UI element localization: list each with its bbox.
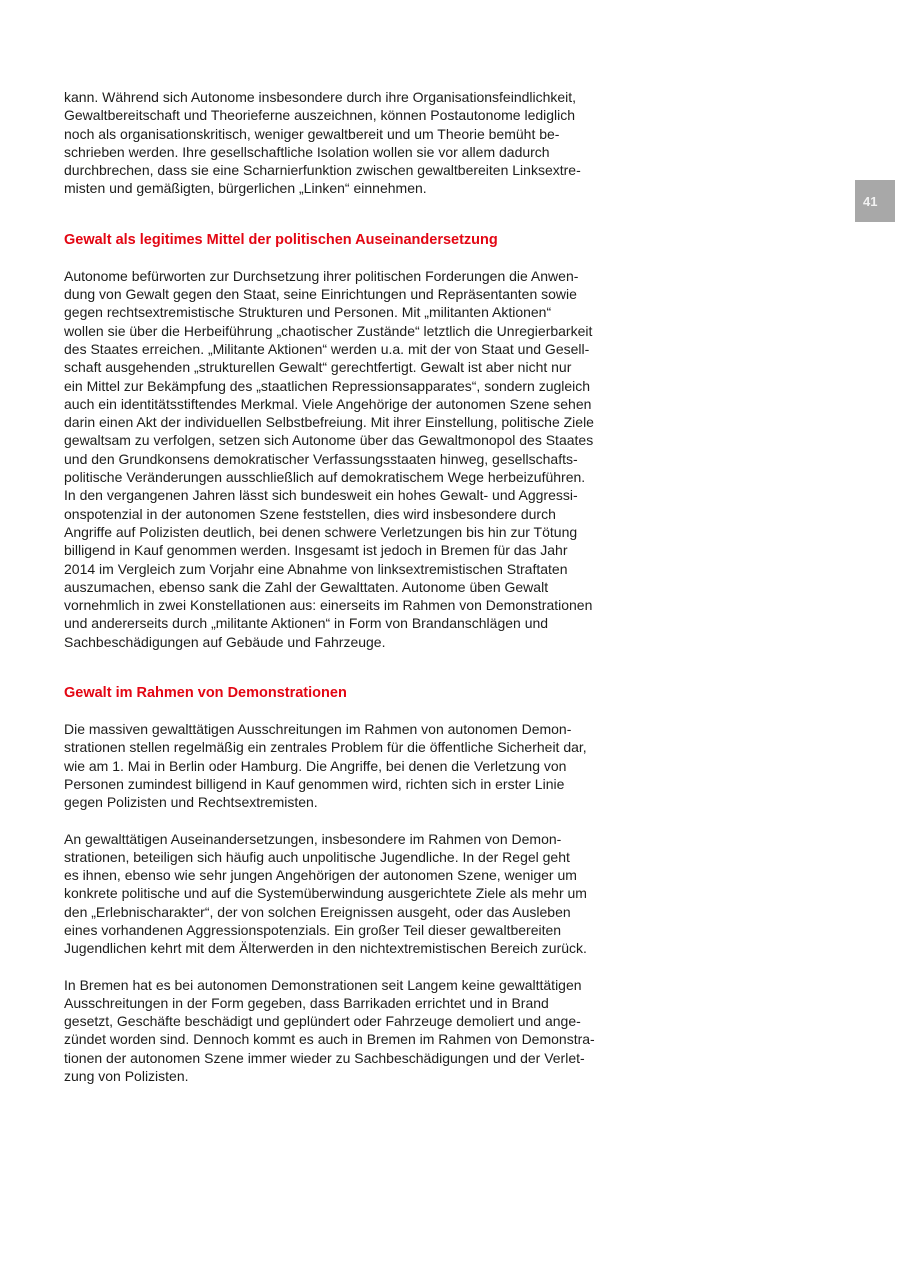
text-line: Sachbeschädigungen auf Gebäude und Fahrzeuge.: [64, 633, 386, 650]
text-line: Jugendlichen kehrt mit dem Älterwerden in den nichtextremistischen Bereich zurück.: [64, 940, 587, 957]
text-line: wie am 1. Mai in Berlin oder Hamburg. Die Angriffe, bei denen die Verletzung von: [64, 757, 567, 774]
paragraph: [64, 720, 624, 811]
text-line: schaft ausgehenden „strukturellen Gewalt“ gerechtfertigt. Gewalt ist aber nicht nur: [64, 359, 572, 376]
text-line: An gewalttätigen Auseinandersetzungen, insbesondere im Rahmen von Demon-: [64, 830, 562, 847]
text-line: misten und gemäßigten, bürgerlichen „Linken“ einnehmen.: [64, 180, 427, 197]
text-line: politische Veränderungen ausschließlich auf demokratischem Wege herbeizuführen.: [64, 469, 586, 486]
paragraph: [64, 88, 624, 198]
text-line: strationen, beteiligen sich häufig auch unpolitische Jugendliche. In der Regel geht: [64, 848, 570, 865]
text-line: des Staates erreichen. „Militante Aktionen“ werden u.a. mit der von Staat und Gesell-: [64, 340, 590, 357]
text-line: zündet worden sind. Dennoch kommt es auch in Bremen im Rahmen von Demonstra-: [64, 1031, 595, 1048]
text-line: In Bremen hat es bei autonomen Demonstrationen seit Langem keine gewalttätigen: [64, 976, 582, 993]
text-line: billigend in Kauf genommen werden. Insgesamt ist jedoch in Bremen für das Jahr: [64, 542, 568, 559]
text-line: gegen rechtsextremistische Strukturen und Personen. Mit „militanten Aktionen“: [64, 304, 552, 321]
text-line: Angriffe auf Polizisten deutlich, bei denen schwere Verletzungen bis hin zur Tötung: [64, 523, 578, 540]
text-line: zung von Polizisten.: [64, 1068, 189, 1085]
section-heading: Gewalt als legitimes Mittel der politischen Auseinandersetzung: [64, 231, 498, 248]
text-line: Die massiven gewalttätigen Ausschreitungen im Rahmen von autonomen Demon-: [64, 721, 572, 738]
text-line: auszumachen, ebenso sank die Zahl der Gewalttaten. Autonome üben Gewalt: [64, 578, 549, 595]
text-line: wollen sie über die Herbeiführung „chaotischer Zustände“ letztlich die Unregierbarkeit: [64, 322, 593, 339]
text-line: Autonome befürworten zur Durchsetzung ihrer politischen Forderungen die Anwen-: [64, 267, 579, 284]
paragraph: [64, 976, 624, 1086]
text-line: Gewaltbereitschaft und Theorieferne auszeichnen, können Postautonome lediglich: [64, 107, 576, 124]
text-line: den „Erlebnischarakter“, der von solchen Ereignissen ausgeht, oder das Ausleben: [64, 903, 571, 920]
text-line: eines vorhandenen Aggressionspotenzials. Ein großer Teil dieser gewaltbereiten: [64, 921, 562, 938]
text-line: gesetzt, Geschäfte beschädigt und geplündert oder Fahrzeuge demoliert und ange-: [64, 1013, 581, 1030]
text-line: strationen stellen regelmäßig ein zentrales Problem für die öffentliche Sicherheit dar,: [64, 739, 587, 756]
text-line: durchbrechen, dass sie eine Scharnierfunktion zwischen gewaltbereiten Linksextre-: [64, 162, 581, 179]
page-number-badge: [855, 180, 895, 222]
text-line: schrieben werden. Ihre gesellschaftliche Isolation wollen sie vor allem dadurch: [64, 143, 550, 160]
page-content: [64, 88, 624, 1085]
text-line: gewaltsam zu verfolgen, setzen sich Autonome über das Gewaltmonopol des Staates: [64, 432, 594, 449]
section-heading: Gewalt im Rahmen von Demonstrationen: [64, 685, 347, 702]
text-line: auch ein identitätsstiftendes Merkmal. Viele Angehörige der autonomen Szene sehen: [64, 395, 592, 412]
text-line: tionen der autonomen Szene immer wieder zu Sachbeschädigungen und der Verlet-: [64, 1049, 585, 1066]
text-line: kann. Während sich Autonome insbesondere durch ihre Organisationsfeindlichkeit,: [64, 89, 577, 105]
page-number: 41: [863, 193, 878, 209]
paragraph: [64, 267, 624, 651]
text-line: und den Grundkonsens demokratischer Verfassungsstaaten hinweg, gesellschafts-: [64, 450, 578, 467]
text-line: 2014 im Vergleich zum Vorjahr eine Abnahme von linksextremistischen Straftaten: [64, 560, 568, 577]
text-line: vornehmlich in zwei Konstellationen aus: einerseits im Rahmen von Demonstrationen: [64, 597, 593, 614]
text-line: noch als organisationskritisch, weniger gewaltbereit und um Theorie bemüht be-: [64, 125, 560, 142]
text-line: Ausschreitungen in der Form gegeben, dass Barrikaden errichtet und in Brand: [64, 994, 549, 1011]
text-line: gegen Polizisten und Rechtsextremisten.: [64, 794, 318, 811]
text-line: und andererseits durch „militante Aktionen“ in Form von Brandanschlägen und: [64, 615, 549, 632]
text-line: dung von Gewalt gegen den Staat, seine Einrichtungen und Repräsentanten sowie: [64, 286, 577, 303]
text-line: konkrete politische und auf die Systemüberwindung ausgerichtete Ziele als mehr um: [64, 885, 587, 902]
text-line: ein Mittel zur Bekämpfung des „staatlichen Repressionsapparates“, sondern zugleich: [64, 377, 591, 394]
text-line: darin einen Akt der individuellen Selbstbefreiung. Mit ihrer Einstellung, politische Ziele: [64, 414, 594, 431]
text-line: es ihnen, ebenso wie sehr jungen Angehörigen der autonomen Szene, weniger um: [64, 867, 577, 884]
text-line: onspotenzial in der autonomen Szene feststellen, dies wird insbesondere durch: [64, 505, 556, 522]
text-line: In den vergangenen Jahren lässt sich bundesweit ein hohes Gewalt- und Aggressi-: [64, 487, 578, 504]
paragraph: [64, 830, 624, 958]
text-line: Personen zumindest billigend in Kauf genommen wird, richten sich in erster Linie: [64, 775, 565, 792]
